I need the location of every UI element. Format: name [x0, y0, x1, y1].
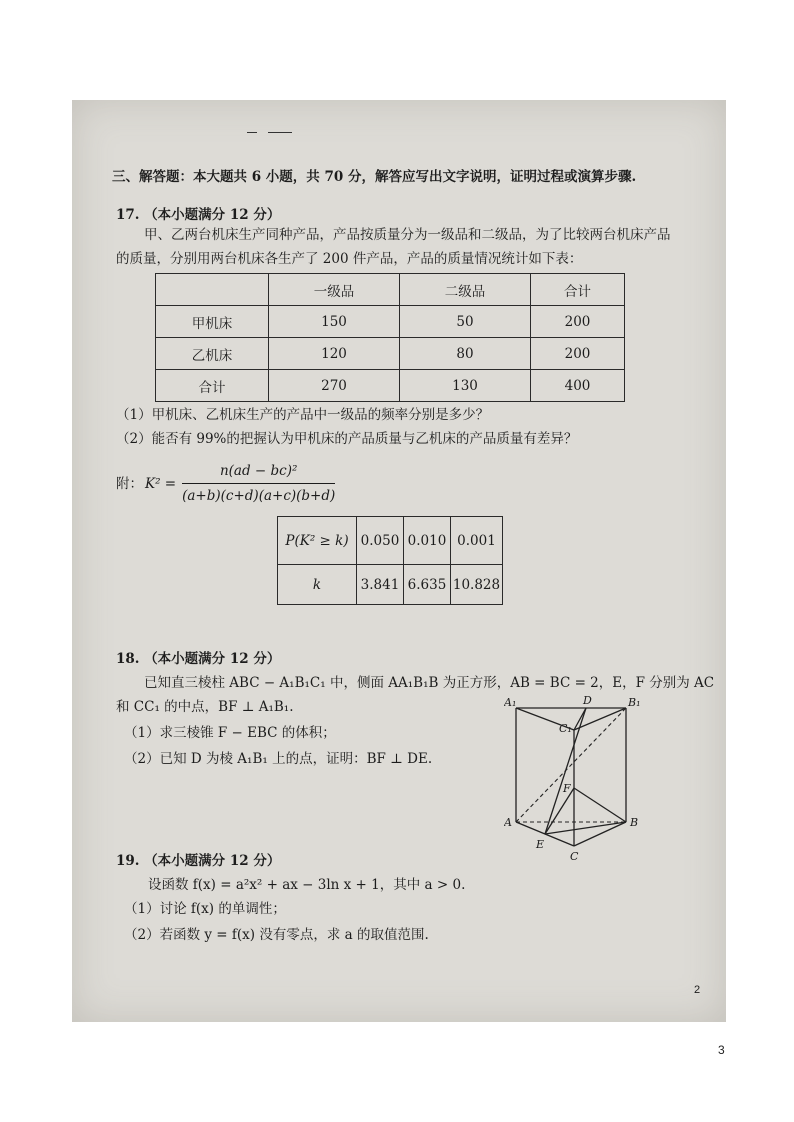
table-cell: 80 [400, 338, 531, 370]
label-d: D [583, 694, 592, 707]
q17-quality-table [155, 273, 625, 402]
table-cell: 3.841 [357, 565, 404, 605]
q18-subquestion-1: （1）求三棱锥 F − EBC 的体积； [124, 725, 336, 741]
q18-header: 18. （本小题满分 12 分） [116, 651, 281, 667]
label-a: A [504, 816, 512, 829]
q18-paragraph-line1: 已知直三棱柱 ABC − A₁B₁C₁ 中，侧面 AA₁B₁B 为正方形，AB = BC = 2，E，F 分别为 AC [144, 675, 715, 691]
formula-lhs: K² = [145, 475, 177, 492]
q17-subquestion-1: （1）甲机床、乙机床生产的产品中一级品的频率分别是多少？ [116, 407, 490, 423]
table-header-row [156, 274, 625, 306]
table-cell: 50 [400, 306, 531, 338]
table-cell: 0.001 [451, 517, 503, 565]
table-cell: 10.828 [451, 565, 503, 605]
table-header-cell: 二级品 [400, 274, 531, 306]
table-row [156, 370, 625, 402]
table-cell: P(K² ≥ k) [278, 517, 357, 565]
q19-subquestion-1: （1）讨论 f(x) 的单调性； [124, 901, 286, 917]
inner-page-number: 2 [694, 984, 701, 996]
k-squared-formula [116, 462, 335, 505]
label-f: F [563, 782, 571, 795]
table-cell: k [278, 565, 357, 605]
table-header-cell: 合计 [531, 274, 625, 306]
outer-page-number: 3 [718, 1043, 725, 1057]
table-cell: 120 [269, 338, 400, 370]
label-e: E [536, 838, 545, 851]
segment-f-b [574, 788, 626, 822]
label-b1: B₁ [628, 696, 641, 709]
prism-diagram [504, 694, 644, 868]
table-row [278, 517, 503, 565]
table-cell: 乙机床 [156, 338, 269, 370]
label-c1: C₁ [559, 722, 572, 735]
table-cell: 270 [269, 370, 400, 402]
q19-subquestion-2: （2）若函数 y = f(x) 没有零点，求 a 的取值范围. [124, 927, 429, 943]
scan-mark [268, 132, 292, 133]
q17-header: 17. （本小题满分 12 分） [116, 207, 281, 223]
q19-paragraph: 设函数 f(x) = a²x² + ax − 3ln x + 1，其中 a > 0. [148, 877, 466, 893]
table-row [278, 565, 503, 605]
scan-mark [247, 132, 257, 133]
table-cell: 0.010 [404, 517, 451, 565]
q17-paragraph-line1: 甲、乙两台机床生产同种产品，产品按质量分为一级品和二级品，为了比较两台机床产品 [144, 227, 671, 243]
q18-paragraph-line2: 和 CC₁ 的中点，BF ⊥ A₁B₁. [116, 699, 294, 715]
exam-paper-photo [72, 100, 726, 1022]
table-cell: 6.635 [404, 565, 451, 605]
table-header-cell [156, 274, 269, 306]
table-cell: 400 [531, 370, 625, 402]
formula-denominator: (a+b)(c+d)(a+c)(b+d) [182, 488, 336, 504]
formula-numerator: n(ad − bc)² [182, 462, 335, 484]
table-cell: 0.050 [357, 517, 404, 565]
table-cell: 200 [531, 306, 625, 338]
critical-value-table [277, 516, 503, 605]
label-b: B [630, 816, 639, 829]
table-header-cell: 一级品 [269, 274, 400, 306]
q18-subquestion-2: （2）已知 D 为棱 A₁B₁ 上的点，证明：BF ⊥ DE. [124, 751, 433, 767]
section-heading: 三、解答题：本大题共 6 小题，共 70 分，解答应写出文字说明，证明过程或演算步骤. [112, 169, 637, 185]
formula-fraction [182, 462, 335, 505]
formula-prefix: 附： [116, 475, 143, 492]
table-cell: 甲机床 [156, 306, 269, 338]
table-cell: 200 [531, 338, 625, 370]
q17-paragraph-line2: 的质量，分别用两台机床各生产了 200 件产品，产品的质量情况统计如下表： [116, 251, 583, 267]
table-cell: 150 [269, 306, 400, 338]
label-a1: A₁ [504, 696, 517, 709]
table-row [156, 338, 625, 370]
q19-header: 19. （本小题满分 12 分） [116, 853, 281, 869]
table-cell: 130 [400, 370, 531, 402]
table-cell: 合计 [156, 370, 269, 402]
table-row [156, 306, 625, 338]
label-c: C [570, 850, 579, 863]
q17-subquestion-2: （2）能否有 99%的把握认为甲机床的产品质量与乙机床的产品质量有差异？ [116, 431, 578, 447]
